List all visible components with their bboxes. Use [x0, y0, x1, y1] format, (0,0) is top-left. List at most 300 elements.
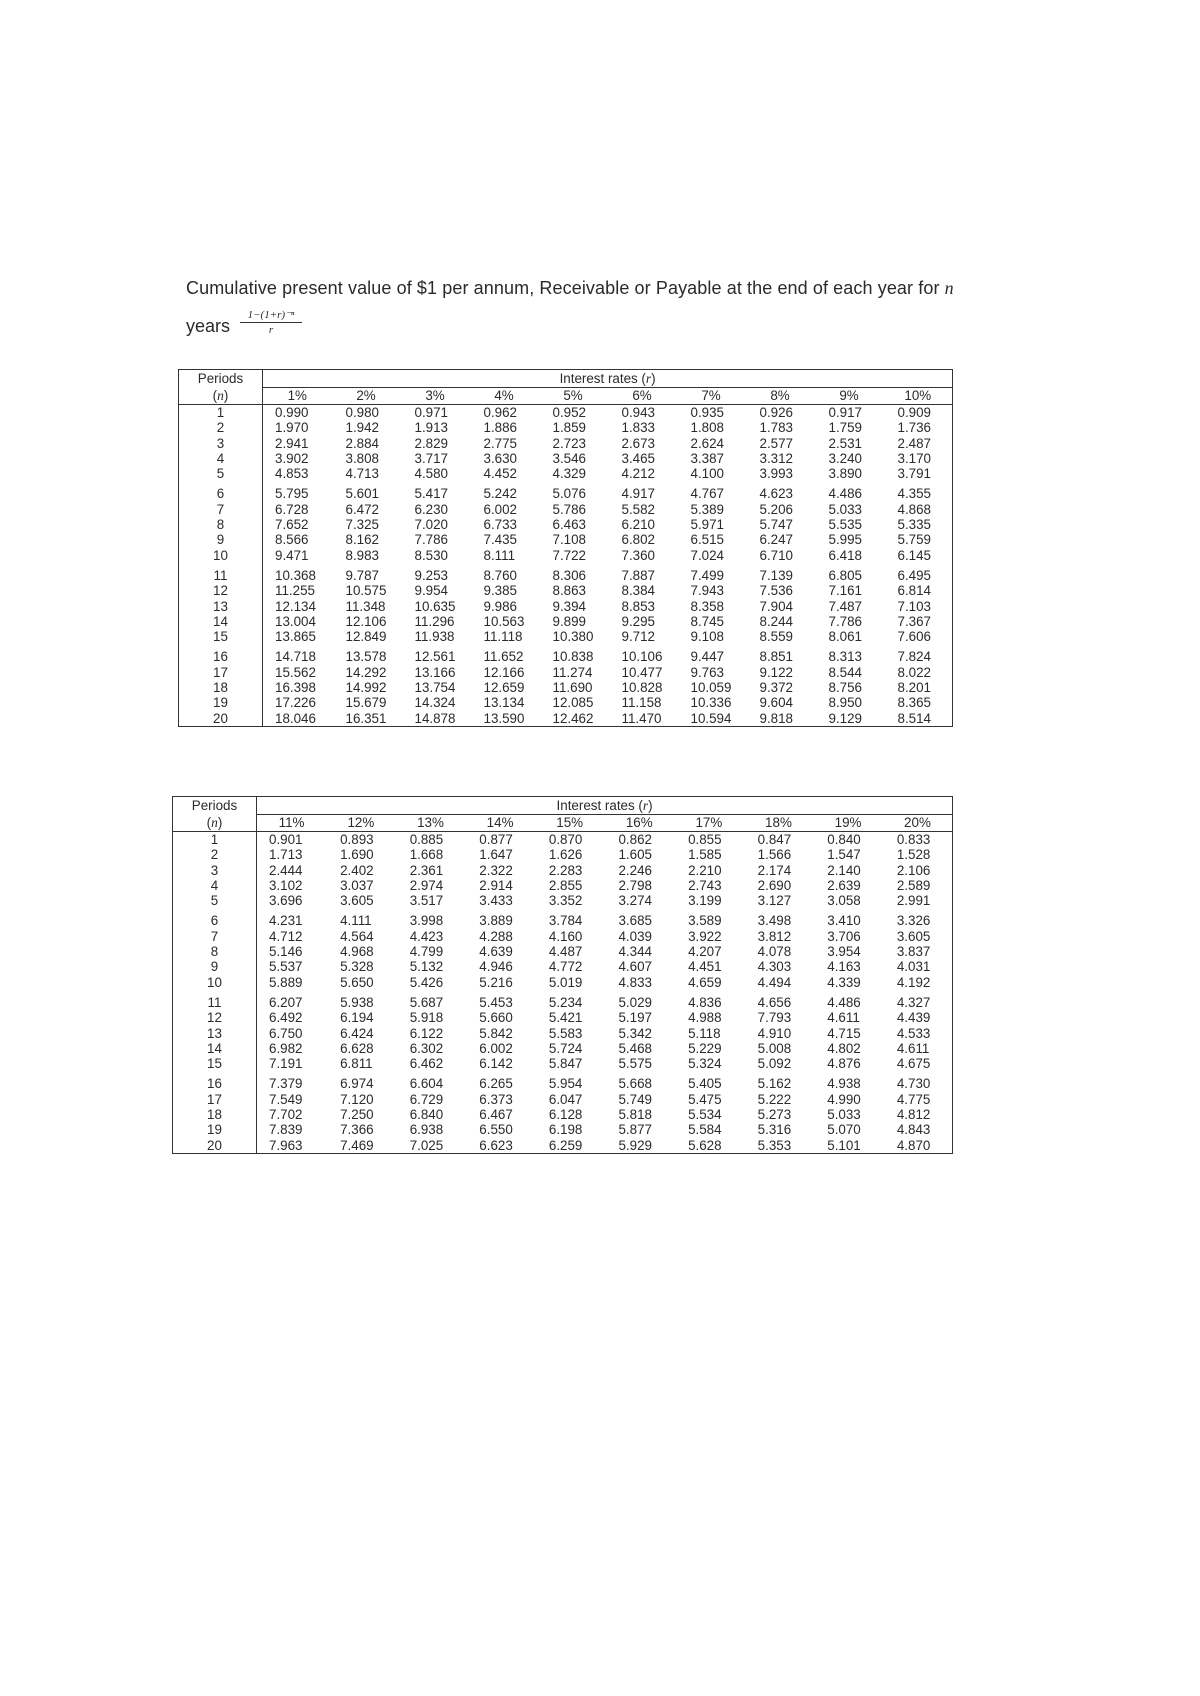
value-cell: 6.194 — [340, 1010, 374, 1026]
value-cell: 2.991 — [896, 893, 931, 909]
value-cell: 11.296 — [414, 613, 455, 629]
value-cell: 5.628 — [688, 1137, 722, 1153]
value-cell: 4.207 — [688, 944, 722, 960]
value-cell: 5.070 — [827, 1122, 861, 1138]
value-cell: 5.468 — [618, 1040, 652, 1056]
value-cell: 4.659 — [688, 974, 722, 990]
value-cell: 2.639 — [827, 877, 861, 893]
table-row — [173, 863, 953, 878]
value-cell: 7.139 — [759, 567, 794, 583]
value-cell: 2.775 — [483, 435, 518, 451]
table-row — [173, 1026, 953, 1041]
period-cell: 10 — [179, 548, 263, 568]
table-row — [179, 599, 953, 614]
value-cell: 7.120 — [340, 1091, 374, 1107]
value-cell: 8.853 — [621, 598, 656, 614]
value-cell: 10.380 — [552, 629, 594, 645]
rate-header: 1% — [263, 388, 332, 405]
value-cell: 6.418 — [828, 547, 863, 563]
value-cell: 11.274 — [552, 664, 593, 680]
table-row — [173, 913, 953, 928]
value-cell: 4.910 — [757, 1025, 792, 1041]
value-cell: 9.372 — [759, 680, 794, 696]
value-cell: 9.295 — [621, 613, 656, 629]
value-cell: 8.514 — [897, 710, 932, 726]
period-cell: 1 — [173, 832, 257, 848]
value-cell: 0.909 — [897, 405, 932, 420]
value-cell: 0.926 — [759, 405, 794, 420]
value-cell: 4.833 — [618, 974, 652, 990]
value-cell: 2.140 — [827, 862, 861, 878]
value-cell: 10.477 — [621, 664, 663, 680]
table-row — [173, 995, 953, 1010]
value-cell: 13.578 — [345, 649, 387, 665]
value-cell: 10.635 — [414, 598, 456, 614]
value-cell: 2.402 — [340, 862, 374, 878]
value-cell: 5.889 — [269, 974, 303, 990]
value-cell: 4.564 — [340, 928, 374, 944]
value-cell: 2.855 — [548, 877, 583, 893]
value-cell: 9.108 — [690, 629, 725, 645]
period-cell: 9 — [179, 532, 263, 547]
rate-header: 15% — [535, 815, 605, 832]
period-cell: 8 — [179, 517, 263, 532]
period-cell: 5 — [179, 466, 263, 486]
value-cell: 3.812 — [757, 928, 792, 944]
period-cell: 2 — [179, 420, 263, 435]
value-cell: 3.102 — [269, 877, 303, 893]
value-cell: 9.385 — [483, 583, 518, 599]
value-cell: 4.344 — [618, 944, 652, 960]
value-cell: 9.899 — [552, 613, 587, 629]
value-cell: 0.885 — [409, 832, 444, 847]
value-cell: 2.673 — [621, 435, 656, 451]
value-cell: 3.808 — [345, 450, 380, 466]
value-cell: 2.361 — [409, 862, 444, 878]
value-cell: 3.546 — [552, 450, 587, 466]
value-cell: 6.424 — [340, 1025, 374, 1041]
rate-header: 4% — [470, 388, 539, 405]
value-cell: 10.575 — [345, 583, 387, 599]
value-cell: 18.046 — [275, 710, 316, 726]
value-cell: 1.528 — [896, 847, 931, 863]
value-cell: 2.941 — [275, 435, 309, 451]
value-cell: 4.231 — [269, 913, 303, 929]
value-cell: 2.723 — [552, 435, 587, 451]
value-cell: 5.335 — [897, 517, 932, 533]
value-cell: 4.486 — [827, 994, 861, 1010]
value-cell: 6.623 — [479, 1137, 513, 1153]
value-cell: 7.103 — [897, 598, 932, 614]
table-row — [179, 548, 953, 568]
value-cell: 5.101 — [827, 1137, 861, 1153]
period-cell: 17 — [173, 1092, 257, 1107]
value-cell: 4.990 — [827, 1091, 861, 1107]
value-cell: 4.836 — [688, 994, 722, 1010]
table-row — [179, 420, 953, 435]
value-cell: 1.970 — [275, 420, 309, 436]
value-cell: 4.968 — [340, 944, 374, 960]
value-cell: 6.729 — [409, 1091, 444, 1107]
value-cell: 5.216 — [479, 974, 513, 990]
rate-header-row — [179, 388, 953, 405]
value-cell: 3.837 — [896, 944, 931, 960]
table-row — [179, 517, 953, 532]
value-cell: 12.561 — [414, 649, 456, 665]
table-row — [173, 929, 953, 944]
value-cell: 3.706 — [827, 928, 861, 944]
value-cell: 2.531 — [828, 435, 863, 451]
value-cell: 1.566 — [757, 847, 792, 863]
value-cell: 15.562 — [275, 664, 316, 680]
value-cell: 8.950 — [828, 695, 863, 711]
value-cell: 4.623 — [759, 486, 794, 502]
value-cell: 6.265 — [479, 1076, 513, 1092]
period-cell: 11 — [179, 568, 263, 583]
value-cell: 8.544 — [828, 664, 863, 680]
value-cell: 13.134 — [483, 695, 525, 711]
value-cell: 5.421 — [548, 1010, 583, 1026]
value-cell: 3.791 — [897, 466, 932, 482]
rate-header: 11% — [257, 815, 327, 832]
period-cell: 4 — [173, 878, 257, 893]
value-cell: 5.092 — [757, 1056, 792, 1072]
rate-header: 7% — [677, 388, 746, 405]
value-cell: 2.589 — [896, 877, 931, 893]
value-cell: 4.439 — [896, 1010, 931, 1026]
period-cell: 12 — [179, 583, 263, 598]
value-cell: 4.843 — [896, 1122, 931, 1138]
value-cell: 3.387 — [690, 450, 725, 466]
value-cell: 12.849 — [345, 629, 387, 645]
value-cell: 6.802 — [621, 532, 656, 548]
value-cell: 8.313 — [828, 649, 863, 665]
value-cell: 7.379 — [269, 1076, 303, 1092]
n-label: (n) — [179, 388, 263, 405]
value-cell: 11.118 — [483, 629, 523, 645]
value-cell: 1.886 — [483, 420, 518, 436]
table-row — [173, 1092, 953, 1107]
value-cell: 8.061 — [828, 629, 863, 645]
value-cell: 1.647 — [479, 847, 513, 863]
value-cell: 5.954 — [548, 1076, 583, 1092]
value-cell: 7.024 — [690, 547, 725, 563]
value-cell: 4.288 — [479, 928, 513, 944]
value-cell: 12.659 — [483, 680, 525, 696]
rate-header: 16% — [604, 815, 674, 832]
value-cell: 11.348 — [345, 598, 386, 614]
value-cell: 4.192 — [896, 974, 931, 990]
value-cell: 2.624 — [690, 435, 725, 451]
value-cell: 4.339 — [827, 974, 861, 990]
value-cell: 7.722 — [552, 547, 587, 563]
period-cell: 5 — [173, 893, 257, 913]
value-cell: 11.652 — [483, 649, 524, 665]
value-cell: 8.559 — [759, 629, 794, 645]
value-cell: 5.029 — [618, 994, 652, 1010]
value-cell: 4.938 — [827, 1076, 861, 1092]
value-cell: 4.772 — [548, 959, 583, 975]
value-cell: 5.584 — [688, 1122, 722, 1138]
value-cell: 9.986 — [483, 598, 518, 614]
periods-label: Periods — [179, 370, 263, 388]
value-cell: 2.974 — [409, 877, 444, 893]
value-cell: 5.583 — [548, 1025, 583, 1041]
period-cell: 3 — [179, 436, 263, 451]
period-cell: 20 — [179, 711, 263, 727]
rate-header: 18% — [744, 815, 814, 832]
value-cell: 6.550 — [479, 1122, 513, 1138]
value-cell: 8.756 — [828, 680, 863, 696]
value-cell: 10.336 — [690, 695, 732, 711]
period-cell: 19 — [173, 1122, 257, 1137]
value-cell: 7.191 — [269, 1056, 303, 1072]
period-cell: 7 — [173, 929, 257, 944]
value-cell: 4.767 — [690, 486, 725, 502]
value-cell: 6.247 — [759, 532, 794, 548]
value-cell: 14.878 — [414, 710, 456, 726]
value-cell: 3.240 — [828, 450, 863, 466]
value-cell: 13.004 — [275, 613, 316, 629]
period-cell: 10 — [173, 975, 257, 995]
value-cell: 5.724 — [548, 1040, 583, 1056]
value-cell: 0.877 — [479, 832, 513, 847]
value-cell: 0.917 — [828, 405, 863, 420]
value-cell: 9.604 — [759, 695, 794, 711]
value-cell: 6.122 — [409, 1025, 444, 1041]
value-cell: 7.367 — [897, 613, 932, 629]
value-cell: 5.405 — [688, 1076, 722, 1092]
rate-header: 8% — [746, 388, 815, 405]
value-cell: 1.759 — [828, 420, 863, 436]
value-cell: 5.426 — [409, 974, 444, 990]
value-cell: 6.198 — [548, 1122, 583, 1138]
value-cell: 6.373 — [479, 1091, 513, 1107]
value-cell: 8.162 — [345, 532, 380, 548]
value-cell: 3.058 — [827, 893, 861, 909]
period-cell: 19 — [179, 695, 263, 710]
value-cell: 7.652 — [275, 517, 309, 533]
value-cell: 1.808 — [690, 420, 725, 436]
value-cell: 6.814 — [897, 583, 932, 599]
value-cell: 10.106 — [621, 649, 663, 665]
value-cell: 3.605 — [340, 893, 374, 909]
value-cell: 5.582 — [621, 501, 656, 517]
value-cell: 8.358 — [690, 598, 725, 614]
value-cell: 6.805 — [828, 567, 863, 583]
value-cell: 3.127 — [757, 893, 792, 909]
value-cell: 3.312 — [759, 450, 794, 466]
value-cell: 8.566 — [275, 532, 309, 548]
value-cell: 1.585 — [688, 847, 722, 863]
value-cell: 2.798 — [618, 877, 652, 893]
value-cell: 2.743 — [688, 877, 722, 893]
table-row — [173, 944, 953, 959]
value-cell: 4.611 — [896, 1040, 930, 1056]
value-cell: 5.747 — [759, 517, 794, 533]
value-cell: 4.078 — [757, 944, 792, 960]
value-cell: 0.962 — [483, 405, 518, 420]
value-cell: 7.549 — [269, 1091, 303, 1107]
value-cell: 7.702 — [269, 1107, 303, 1123]
value-cell: 4.715 — [827, 1025, 861, 1041]
value-cell: 11.158 — [621, 695, 662, 711]
value-cell: 0.855 — [688, 832, 722, 847]
rate-header: 6% — [608, 388, 677, 405]
value-cell: 6.207 — [269, 994, 303, 1010]
table-row — [179, 466, 953, 486]
value-cell: 5.535 — [828, 517, 863, 533]
period-cell: 17 — [179, 665, 263, 680]
period-cell: 13 — [179, 599, 263, 614]
value-cell: 3.630 — [483, 450, 518, 466]
value-cell: 4.917 — [621, 486, 656, 502]
period-cell: 2 — [173, 847, 257, 862]
value-cell: 9.712 — [621, 629, 656, 645]
value-cell: 0.847 — [757, 832, 792, 847]
value-cell: 5.847 — [548, 1056, 583, 1072]
table-row — [173, 878, 953, 893]
value-cell: 6.750 — [269, 1025, 303, 1041]
value-cell: 1.942 — [345, 420, 380, 436]
value-cell: 5.353 — [757, 1137, 792, 1153]
rate-header-row — [173, 815, 953, 832]
value-cell: 12.462 — [552, 710, 594, 726]
value-cell: 5.877 — [618, 1122, 652, 1138]
value-cell: 9.447 — [690, 649, 725, 665]
value-cell: 6.604 — [409, 1076, 444, 1092]
value-cell: 13.754 — [414, 680, 456, 696]
value-cell: 5.601 — [345, 486, 380, 502]
value-cell: 1.547 — [827, 847, 861, 863]
table-row — [179, 614, 953, 629]
value-cell: 0.980 — [345, 405, 380, 420]
value-cell: 6.495 — [897, 567, 932, 583]
value-cell: 11.255 — [275, 583, 315, 599]
value-cell: 7.499 — [690, 567, 725, 583]
value-cell: 5.668 — [618, 1076, 652, 1092]
value-cell: 0.943 — [621, 405, 656, 420]
value-cell: 5.008 — [757, 1040, 792, 1056]
years-label: years — [186, 316, 231, 336]
value-cell: 7.325 — [345, 517, 380, 533]
value-cell: 3.274 — [618, 893, 652, 909]
value-cell: 6.259 — [548, 1137, 583, 1153]
value-cell: 14.292 — [345, 664, 387, 680]
period-cell: 1 — [179, 405, 263, 421]
value-cell: 5.328 — [340, 959, 374, 975]
value-cell: 3.717 — [414, 450, 449, 466]
value-cell: 7.161 — [828, 583, 863, 599]
value-cell: 7.025 — [409, 1137, 444, 1153]
value-cell: 5.417 — [414, 486, 449, 502]
period-cell: 7 — [179, 502, 263, 517]
value-cell: 12.085 — [552, 695, 594, 711]
value-cell: 6.710 — [759, 547, 794, 563]
value-cell: 5.575 — [618, 1056, 652, 1072]
value-cell: 5.971 — [690, 517, 725, 533]
value-cell: 4.868 — [897, 501, 932, 517]
rate-header: 10% — [884, 388, 953, 405]
value-cell: 9.954 — [414, 583, 449, 599]
value-cell: 5.537 — [269, 959, 303, 975]
value-cell: 4.039 — [618, 928, 652, 944]
value-cell: 7.469 — [340, 1137, 374, 1153]
value-cell: 1.690 — [340, 847, 374, 863]
value-cell: 4.163 — [827, 959, 861, 975]
value-cell: 12.134 — [275, 598, 316, 614]
value-cell: 1.626 — [548, 847, 583, 863]
value-cell: 5.316 — [757, 1122, 792, 1138]
value-cell: 5.795 — [275, 486, 309, 502]
table-row — [173, 959, 953, 974]
value-cell: 7.487 — [828, 598, 863, 614]
header-row — [173, 797, 953, 815]
value-cell: 4.802 — [827, 1040, 861, 1056]
value-cell: 5.818 — [618, 1107, 652, 1123]
value-cell: 7.435 — [483, 532, 518, 548]
value-cell: 7.536 — [759, 583, 794, 599]
period-cell: 16 — [173, 1076, 257, 1091]
value-cell: 4.031 — [896, 959, 931, 975]
value-cell: 13.590 — [483, 710, 525, 726]
table-row — [173, 832, 953, 848]
value-cell: 4.611 — [827, 1010, 860, 1026]
value-cell: 6.811 — [340, 1056, 373, 1072]
value-cell: 3.954 — [827, 944, 861, 960]
value-cell: 4.675 — [896, 1056, 931, 1072]
value-cell: 7.963 — [269, 1137, 303, 1153]
table-row — [179, 695, 953, 710]
table-row — [179, 665, 953, 680]
value-cell: 4.853 — [275, 466, 309, 482]
value-cell: 1.913 — [414, 420, 449, 436]
value-cell: 16.398 — [275, 680, 316, 696]
value-cell: 3.589 — [688, 913, 722, 929]
value-cell: 7.108 — [552, 532, 587, 548]
value-cell: 3.410 — [827, 913, 861, 929]
value-cell: 5.918 — [409, 1010, 444, 1026]
value-cell: 4.423 — [409, 928, 444, 944]
value-cell: 3.037 — [340, 877, 374, 893]
value-cell: 10.838 — [552, 649, 594, 665]
annuity-formula — [240, 308, 302, 336]
value-cell: 3.352 — [548, 893, 583, 909]
value-cell: 13.865 — [275, 629, 316, 645]
value-cell: 9.122 — [759, 664, 794, 680]
table-row — [179, 649, 953, 664]
value-cell: 0.893 — [340, 832, 374, 847]
value-cell: 4.327 — [896, 994, 931, 1010]
value-cell: 5.475 — [688, 1091, 722, 1107]
value-cell: 4.451 — [688, 959, 722, 975]
value-cell: 11.938 — [414, 629, 455, 645]
value-cell: 3.517 — [409, 893, 444, 909]
rate-header: 17% — [674, 815, 744, 832]
value-cell: 4.487 — [548, 944, 583, 960]
value-cell: 1.783 — [759, 420, 794, 436]
value-cell: 9.394 — [552, 598, 587, 614]
value-cell: 10.563 — [483, 613, 525, 629]
value-cell: 5.687 — [409, 994, 444, 1010]
value-cell: 7.904 — [759, 598, 794, 614]
value-cell: 4.100 — [690, 466, 725, 482]
value-cell: 5.759 — [897, 532, 932, 548]
value-cell: 5.229 — [688, 1040, 722, 1056]
value-cell: 0.901 — [269, 832, 303, 847]
value-cell: 0.862 — [618, 832, 652, 847]
rate-header: 9% — [815, 388, 884, 405]
